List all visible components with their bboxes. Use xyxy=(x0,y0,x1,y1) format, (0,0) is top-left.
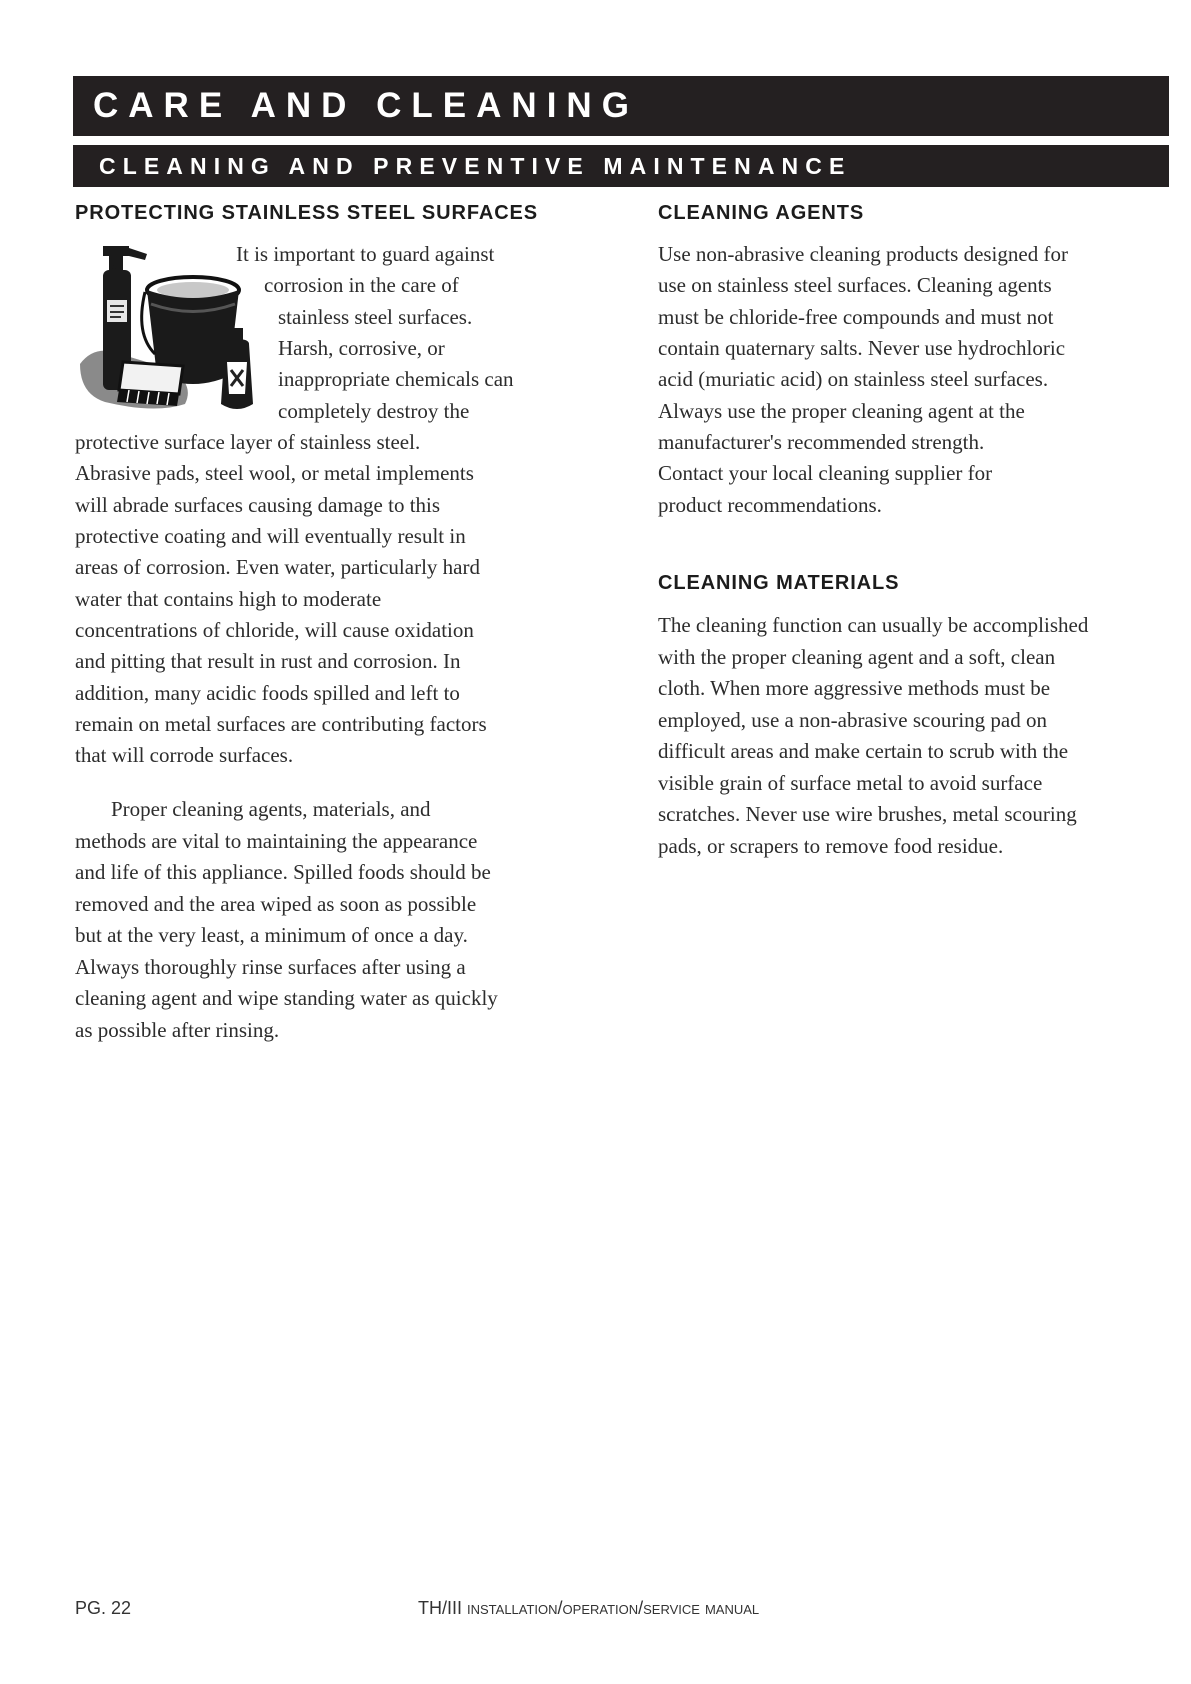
text-line: cloth. When more aggressive methods must be xyxy=(658,676,1051,700)
text-line: removed and the area wiped as soon as possible xyxy=(75,892,477,916)
page-number: PG. 22 xyxy=(75,1598,132,1618)
text-line: Use non-abrasive cleaning products designed for xyxy=(658,242,1068,266)
text-line: acid (muriatic acid) on stainless steel surfaces. xyxy=(658,367,1049,391)
text-line: contain quaternary salts. Never use hydrochloric xyxy=(658,336,1066,360)
text-line: addition, many acidic foods spilled and left to xyxy=(75,681,460,705)
text-line: scratches. Never use wire brushes, metal scouring xyxy=(658,802,1077,826)
text-line: Always thoroughly rinse surfaces after using a xyxy=(75,955,466,979)
text-line: visible grain of surface metal to avoid surface xyxy=(658,771,1043,795)
text-line: protective surface layer of stainless steel. xyxy=(75,430,421,454)
text-line: and pitting that result in rust and corrosion. In xyxy=(75,649,461,673)
text-line: completely destroy the xyxy=(278,399,470,423)
subsection-title: CLEANING AND PREVENTIVE MAINTENANCE xyxy=(99,153,852,179)
text-line: areas of corrosion. Even water, particularly hard xyxy=(75,555,480,579)
text-line: employed, use a non-abrasive scouring pad on xyxy=(658,708,1047,732)
text-line: Always use the proper cleaning agent at the xyxy=(658,399,1025,423)
section-title: CARE AND CLEANING xyxy=(93,86,639,125)
text-line: corrosion in the care of xyxy=(264,273,459,297)
heading-cleaning-agents: CLEANING AGENTS xyxy=(658,202,865,224)
heading-cleaning-materials: CLEANING MATERIALS xyxy=(658,572,900,594)
text-line: pads, or scrapers to remove food residue. xyxy=(658,834,1004,858)
subsection-title-bar xyxy=(73,145,1169,187)
text-line: must be chloride-free compounds and must not xyxy=(658,305,1054,329)
text-line: Contact your local cleaning supplier for xyxy=(658,461,993,485)
text-line: stainless steel surfaces. xyxy=(278,305,473,329)
text-line: The cleaning function can usually be accomplished xyxy=(658,613,1089,637)
text-line: will abrade surfaces causing damage to this xyxy=(75,493,441,517)
text-line: protective coating and will eventually result in xyxy=(75,524,466,548)
text-line: Proper cleaning agents, materials, and xyxy=(111,797,431,821)
text-line: difficult areas and make certain to scrub with the xyxy=(658,739,1069,763)
heading-protecting-stainless: PROTECTING STAINLESS STEEL SURFACES xyxy=(75,202,539,224)
text-line: that will corrode surfaces. xyxy=(75,743,294,767)
text-line: methods are vital to maintaining the appearance xyxy=(75,829,478,853)
text-line: concentrations of chloride, will cause oxidation xyxy=(75,618,474,642)
text-line: remain on metal surfaces are contributing factors xyxy=(75,712,487,736)
text-line: as possible after rinsing. xyxy=(75,1018,280,1042)
text-line: product recommendations. xyxy=(658,493,882,517)
text-line: but at the very least, a minimum of once a day. xyxy=(75,923,468,947)
text-line: water that contains high to moderate xyxy=(75,587,382,611)
cleaning-supplies-icon xyxy=(75,244,270,424)
text-line: manufacturer's recommended strength. xyxy=(658,430,985,454)
manual-title: TH/III installation/operation/service manual xyxy=(418,1598,760,1618)
text-line: use on stainless steel surfaces. Cleaning agents xyxy=(658,273,1052,297)
text-line: Abrasive pads, steel wool, or metal implements xyxy=(75,461,474,485)
text-line: cleaning agent and wipe standing water as quickly xyxy=(75,986,498,1010)
text-line: It is important to guard against xyxy=(236,242,495,266)
section-title-bar xyxy=(73,76,1169,136)
text-line: and life of this appliance. Spilled foods should be xyxy=(75,860,491,884)
text-line: Harsh, corrosive, or xyxy=(278,336,445,360)
text-line: with the proper cleaning agent and a soft, clean xyxy=(658,645,1056,669)
text-line: inappropriate chemicals can xyxy=(278,367,514,391)
